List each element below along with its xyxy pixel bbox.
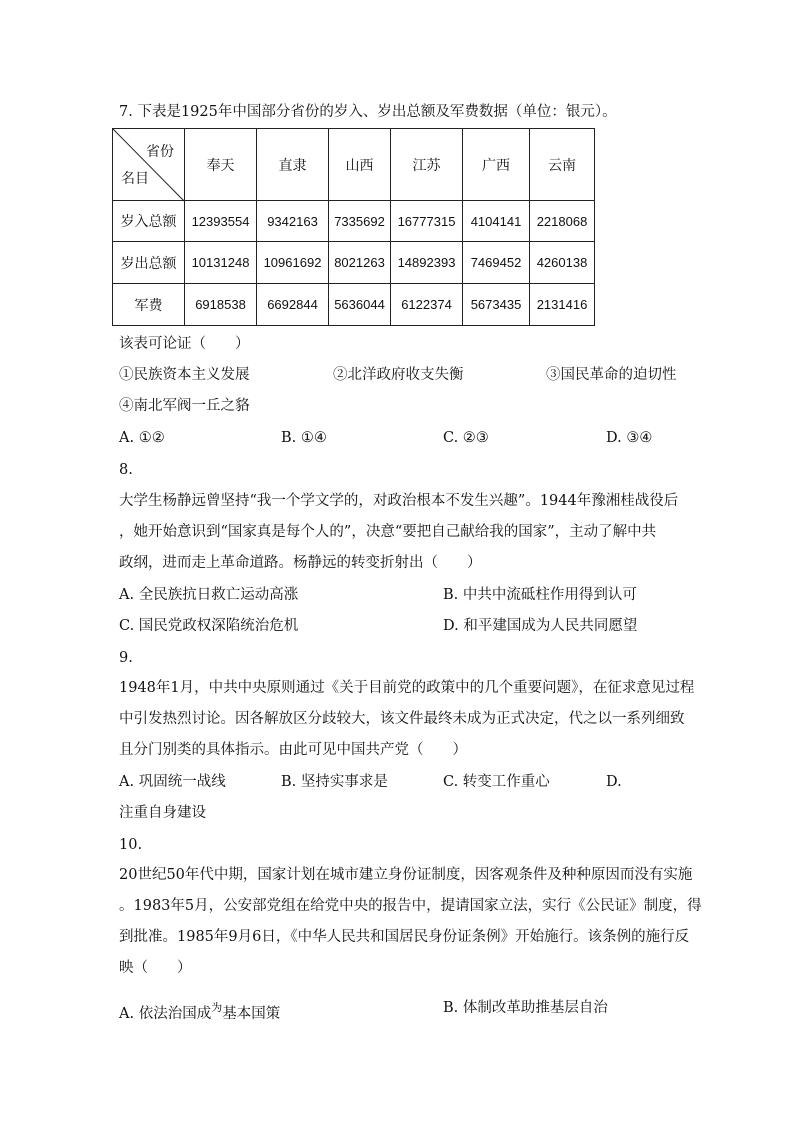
row-label: 岁出总额 xyxy=(113,242,185,284)
q7-option-b[interactable]: B. ①④ xyxy=(281,430,327,446)
table-cell: 10961692 xyxy=(257,242,329,284)
table-cell: 5636044 xyxy=(329,284,391,326)
q7-item-2: ②北洋政府收支失衡 xyxy=(333,367,464,383)
row-label: 军费 xyxy=(113,284,185,326)
q7-item-1: ①民族资本主义发展 xyxy=(119,367,250,383)
q9-line-2: 中引发热烈讨论。因各解放区分歧较大，该文件最终未成为正式决定，代之以一系列细致 xyxy=(119,711,685,727)
table-cell: 2218068 xyxy=(530,201,595,242)
q8-option-c[interactable]: C. 国民党政权深陷统治危机 xyxy=(119,618,299,634)
province-header: 云南 xyxy=(530,129,595,201)
table-cell: 9342163 xyxy=(257,201,329,242)
q7-stem: 7. 下表是1925年中国部分省份的岁入、岁出总额及军费数据（单位：银元）。 xyxy=(119,104,617,120)
row-label: 岁入总额 xyxy=(113,201,185,242)
table-cell: 14892393 xyxy=(391,242,463,284)
q9-option-d[interactable]: D. xyxy=(606,774,622,790)
q8-option-d[interactable]: D. 和平建国成为人民共同愿望 xyxy=(443,618,638,634)
q10-number: 10. xyxy=(119,837,143,853)
province-header: 奉天 xyxy=(185,129,257,201)
q7-data-table xyxy=(112,128,595,326)
q10-option-a-text: A. 依法治国成 xyxy=(119,1006,212,1022)
table-cell: 5673435 xyxy=(463,284,530,326)
q7-question: 该表可论证（ ） xyxy=(119,336,250,352)
q8-line-3: 政纲，进而走上革命道路。杨静远的转变折射出（ ） xyxy=(119,555,482,571)
q9-line-3: 且分门别类的具体指示。由此可见中国共产党（ ） xyxy=(119,742,467,758)
table-corner-header xyxy=(113,129,185,201)
q8-number: 8. xyxy=(119,462,133,478)
table-cell: 7335692 xyxy=(329,201,391,242)
q10-line-3: 到批准。1985年9月6日，《中华人民共和国居民身份证条例》开始施行。该条例的施行反 xyxy=(119,929,690,945)
province-header: 广西 xyxy=(463,129,530,201)
table-cell: 7469452 xyxy=(463,242,530,284)
q7-item-3: ③国民革命的迫切性 xyxy=(546,367,677,383)
table-row xyxy=(113,284,595,326)
q8-line-2: ，她开始意识到“国家真是每个人的”，决意“要把自己献给我的国家”，主动了解中共 xyxy=(119,524,657,540)
table-cell: 4260138 xyxy=(530,242,595,284)
table-cell: 6918538 xyxy=(185,284,257,326)
province-header: 直隶 xyxy=(257,129,329,201)
table-row xyxy=(113,201,595,242)
q9-line-1: 1948年1月，中共中央原则通过《关于目前党的政策中的几个重要问题》，在征求意见过程 xyxy=(119,680,695,696)
q9-option-d-text: 注重自身建设 xyxy=(119,805,206,821)
q8-line-1: 大学生杨静远曾坚持“我一个学文学的，对政治根本不发生兴趣”。1944年豫湘桂战役后 xyxy=(119,493,679,509)
corner-label-item: 名目 xyxy=(121,171,149,187)
q10-option-a-superscript: 为 xyxy=(211,1001,223,1014)
q8-option-a[interactable]: A. 全民族抗日救亡运动高涨 xyxy=(119,587,299,603)
q10-option-a[interactable] xyxy=(119,998,280,1024)
q10-line-4: 映（ ） xyxy=(119,960,192,976)
q10-option-a-text-end: 基本国策 xyxy=(222,1006,281,1022)
q7-option-d[interactable]: D. ③④ xyxy=(606,430,653,446)
province-header: 江苏 xyxy=(391,129,463,201)
q9-number: 9. xyxy=(119,650,133,666)
corner-label-province: 省份 xyxy=(146,144,174,160)
q9-option-b[interactable]: B. 坚持实事求是 xyxy=(281,774,388,790)
table-row xyxy=(113,242,595,284)
table-cell: 8021263 xyxy=(329,242,391,284)
table-cell: 6122374 xyxy=(391,284,463,326)
q7-option-c[interactable]: C. ②③ xyxy=(443,430,489,446)
q10-option-b[interactable]: B. 体制改革助推基层自治 xyxy=(443,1000,608,1016)
q7-option-a[interactable]: A. ①② xyxy=(119,430,165,446)
q10-line-2: 。1983年5月，公安部党组在给党中央的报告中，提请国家立法，实行《公民证》制度，得 xyxy=(119,898,702,914)
q8-option-b[interactable]: B. 中共中流砥柱作用得到认可 xyxy=(443,587,637,603)
q10-line-1: 20世纪50年代中期，国家计划在城市建立身份证制度，因客观条件及种种原因而没有实施 xyxy=(119,867,693,883)
table-cell: 6692844 xyxy=(257,284,329,326)
table-cell: 12393554 xyxy=(185,201,257,242)
province-header: 山西 xyxy=(329,129,391,201)
q9-option-a[interactable]: A. 巩固统一战线 xyxy=(119,774,226,790)
table-cell: 4104141 xyxy=(463,201,530,242)
table-cell: 16777315 xyxy=(391,201,463,242)
table-cell: 2131416 xyxy=(530,284,595,326)
table-cell: 10131248 xyxy=(185,242,257,284)
diagonal-line xyxy=(113,129,185,202)
q9-option-c[interactable]: C. 转变工作重心 xyxy=(443,774,550,790)
q7-item-4: ④南北军阀一丘之貉 xyxy=(119,398,250,414)
